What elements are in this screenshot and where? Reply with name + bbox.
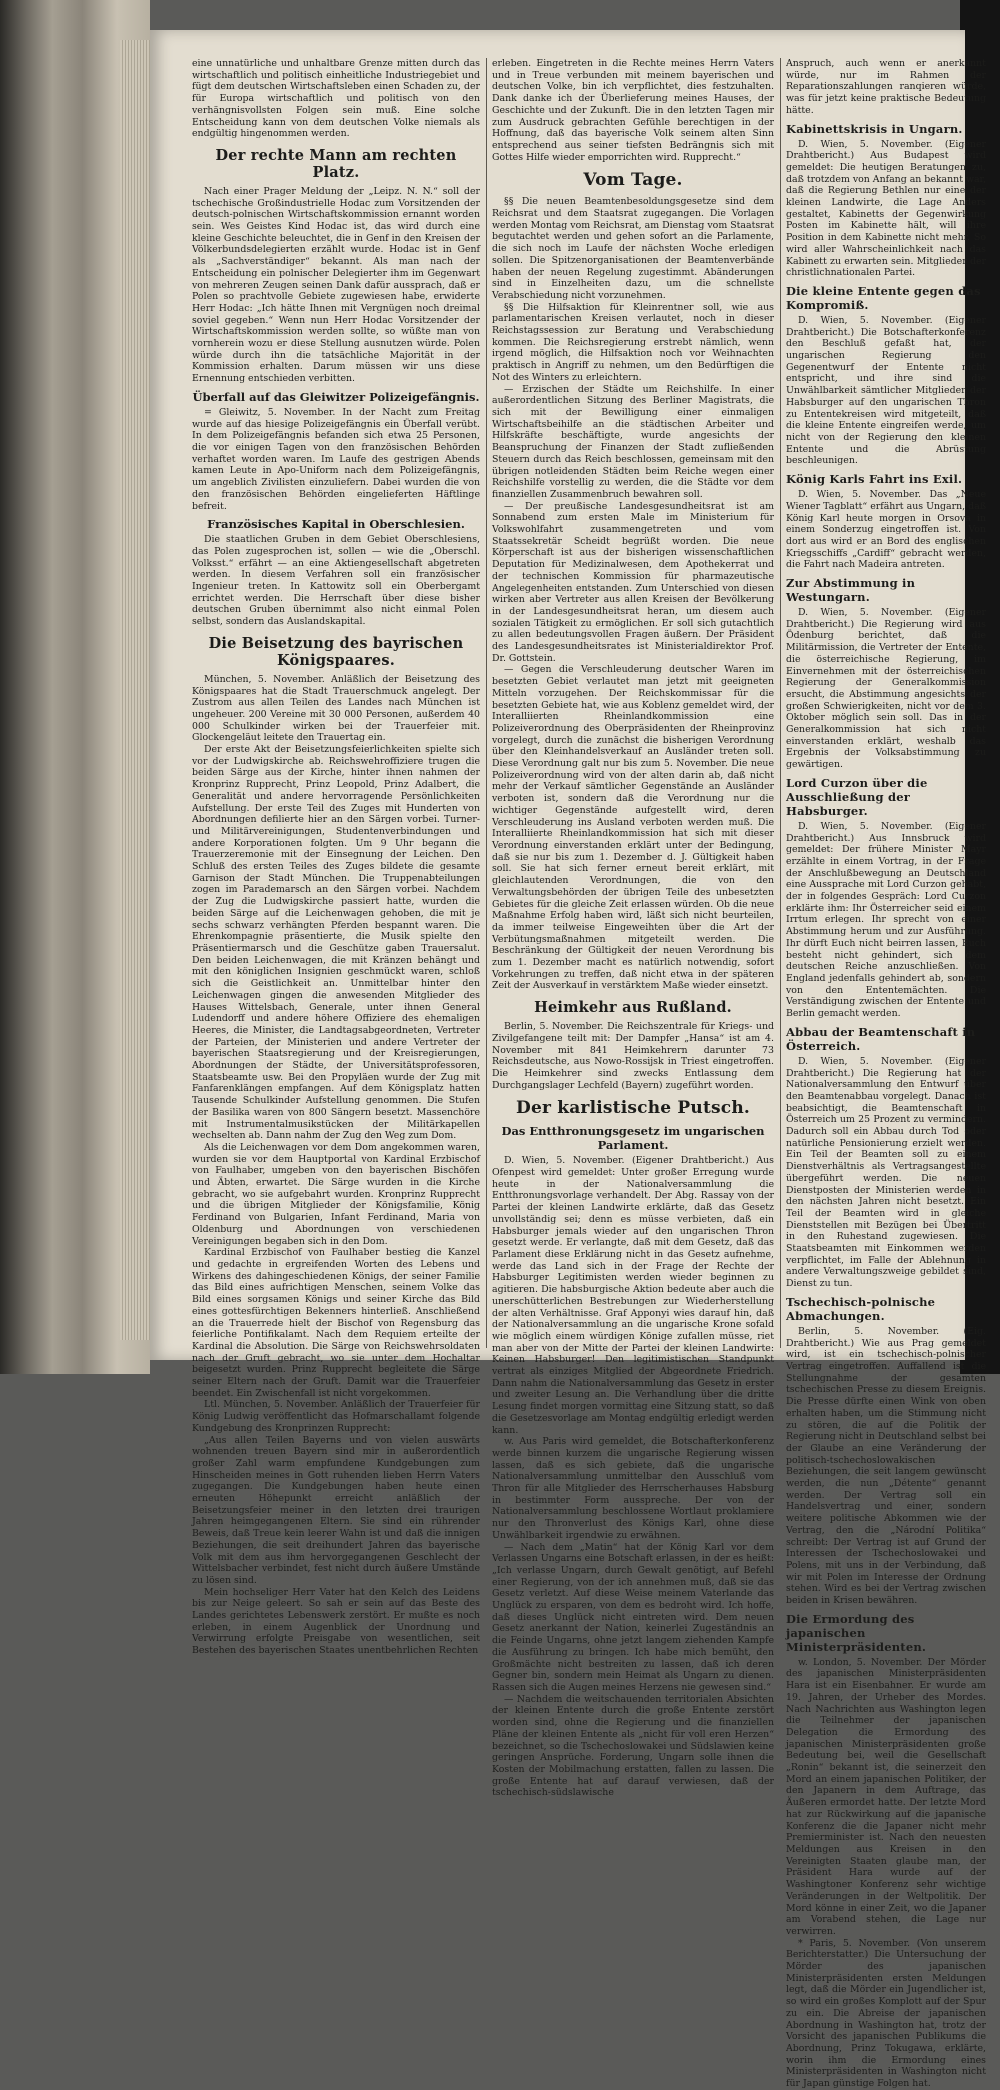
- article-text: Kardinal Erzbischof von Faulhaber bestieg die Kanzel und gedachte in ergreifenden Worten des Lebens und Wirkens des dahingeschiedenen Königs, der seiner Familie das Bild eines aufrichtigen Menschen, seinem Volke das Bild eines sorgsamen Königs und seiner Kirche das Bild eines gottesfürchtigen Bekenners hinterließ. Anschließend an die Trauerrede hielt der Bischof von Regensburg das feierliche Pontifikalamt. Nach dem Requiem erteilte der Kardinal die Absolution. Die Särge von Reichswehrsoldaten nach der Gruft gebracht, wo sie unter dem Hochaltar beigesetzt wurden. Prinz Rupprecht begleitete die Särge seiner Eltern nach der Gruft. Damit war die Trauerfeier beendet. Ein Zwischenfall ist nicht vorgekommen.: [192, 1247, 480, 1399]
- article-text: erleben. Eingetreten in die Rechte meines Herrn Vaters und in Treue verbunden mit meinem bayerischen und deutschen Volke, bin ich verpflichtet, dies festzuhalten. Dank danke ich der Überlieferung meines Hauses, der Geschichte und der Zukunft. Die in den letzten Tagen mir zum Ausdruck gebrachten Gefühle berechtigen in der Hoffnung, daß das bayerische Volk seinem alten Sinn entsprechend aus seiner tiefsten Bedrängnis sich mit Gottes Hilfe wieder emporrichten wird. Rupprecht.“: [492, 58, 774, 163]
- article-text: — Nachdem die weitschauenden territorialen Absichten der kleinen Entente durch die große Entente zerstört worden sind, ohne die Regierung und die finanziellen Pläne der kleinen Entente als „nicht für voll eren Herzen“ bezeichnet, so die Tschechoslowakei und Südslawien keine geringen Ansprüche. Forderung, Ungarn solle ihnen die Kosten der Mobilmachung erstatten, fallen zu lassen. Die große Entente hat auf darauf verwiesen, daß der tschechisch-südslawische: [492, 1693, 774, 1799]
- article-text: Die staatlichen Gruben in dem Gebiet Oberschlesiens, das Polen zugesprochen ist, sollen — wie die „Oberschl. Volksst.“ erfährt — an eine Aktiengesellschaft abgetreten werden. In diesem Verfahren soll ein französischer Ingenieur treten. In Kattowitz soll ein Oberbergamt errichtet werden. Die Herrschaft über diese bisher deutschen Gruben übernimmt also nicht einmal Polen selbst, sondern das Auslandskapital.: [192, 534, 480, 628]
- article-text: „Aus allen Teilen Bayerns und von vielen auswärts wohnenden treuen Bayern sind mir in außerordentlich großer Zahl warm empfundene Kundgebungen zum Hinscheiden meines in Gott ruhenden lieben Herrn Vaters zugegangen. Die Kundgebungen haben heute einen erneuten Höhepunkt erreicht anläßlich der Beisetzungsfeier meiner in den letzten drei traurigen Jahren heimgegangenen Eltern. Sie sind ein rührender Beweis, daß Treue kein leerer Wahn ist und daß die innigen Beziehungen, die seit dreihundert Jahren das bayerische Volk mit dem aus ihm hervorgegangenen Geschlecht der Wittelsbacher verbindet, fest nicht durch äußere Umstände zu lösen sind.: [192, 1434, 480, 1586]
- article-text: D. Wien, 5. November. (Eigener Drahtbericht.) Aus Ofenpest wird gemeldet: Unter großer Erregung wurde heute in der Nationalversammlung die Entthronungsvorlage verhandelt. Der Abg. Rassay von der Partei der kleinen Landwirte erklärte, daß das Gesetz unvollständig sei; denn es müsse verbieten, daß ein Habsburger jemals wieder auf den ungarischen Thron gesetzt werde. Er verlangte, daß mit dem Gesetz, daß das Parlament diese Erklärung nicht in das Gesetz aufnehme, werde das Land sich in der Frage der Rechte der Habsburger Legitimisten werden wieder beginnen zu agitieren. Die habsburgische Aktion bedeute aber auch die unerschütterlichen Bestrebungen zur Wiederherstellung der alten Verhältnisse. Graf Apponyi wies darauf hin, daß der Nationalversammlung an die ungarische Krone sofald wie möglich einem würdigen Könige zufallen müsse, riet man aber von der Mitte der Partei der kleinen Landwirte: Keinen Habsburger! Den legitimistischen Standpunkt vertrat als einziges Mitglied der Abgeordnete Friedrich. Dann nahm die Nationalversammlung das Gesetz in erster und zweiter Lesung an. Die Verhandlung über die dritte Lesung findet morgen vormittag eine Sitzung statt, so daß die Gesetzesvorlage am Montag endgültig erledigt werden kann.: [492, 1155, 774, 1436]
- headline: Französisches Kapital in Oberschlesien.: [207, 517, 465, 532]
- article-text: = Gleiwitz, 5. November. In der Nacht zum Freitag wurde auf das hiesige Polizeigefängnis ein Überfall verübt. In dem Polizeigefängnis befanden sich etwa 25 Personen, die vor einigen Tagen von den französischen Behörden verhaftet worden waren. Im Laufe des gestrigen Abends kamen Leute in Apo-Uniform nach dem Polizeigefängnis, um angeblich Zivilisten einzuliefern. Dabei wurden die von den französischen Behörden eingelieferten Häftlinge befreit.: [192, 406, 480, 512]
- article-text: eine unnatürliche und unhaltbare Grenze mitten durch das wirtschaftlich und politisch einheitliche Industriegebiet und fügt dem deutschen Wirtschaftsleben einen Schaden zu, der für Europa wirtschaftlich und politisch von den verhängnisvollsten Folgen sein muß. Eine solche Entscheidung kann von dem deutschen Volke niemals als endgültig hingenommen werden.: [192, 58, 480, 140]
- headline: Lord Curzon über die Ausschließung der Habsburger.: [786, 775, 928, 818]
- column-1: [192, 58, 480, 1657]
- headline: Heimkehr aus Rußland.: [534, 999, 732, 1017]
- newspaper-page: [150, 30, 986, 2090]
- article-text: — Gegen die Verschleuderung deutscher Waren im besetzten Gebiet verlautet man jetzt mit geeigneten Mitteln vorzugehen. Der Reichskommissar für die besetzten Gebiete hat, wie aus Koblenz gemeldet wird, der Interalliierten Rheinlandkommission eine Polizeiverordnung des Oberpräsidenten der Rheinprovinz vorgelegt, durch die zunächst die bisherigen Verordnung über den Kleinhandelsverkauf an Ausländer treten soll. Diese Verordnung galt nur bis zum 5. November. Die neue Polizeiverordnung wird von der alten darin ab, daß nicht mehr der Verkauf sämtlicher Gegenstände an Ausländer verboten ist, sondern daß die Verordnung nur die wichtiger Gegenstände aufgestellt wird, deren Verschleuderung ins Ausland verboten werden muß. Die Interalliierte Rheinlandkommission hat sich mit dieser Verordnung einverstanden erklärt unter der Bedingung, daß sie nur bis zum 1. Dezember d. J. Gültigkeit haben soll. Sie hat sich ferner erneut bereit erklärt, mit gleichlautenden Verordnungen, die von den Verwaltungsbehörden der übrigen Teile des unbesetzten Gebietes für die gleiche Zeit erlassen würden. Ob die neue Maßnahme Erfolg haben wird, läßt sich nicht beurteilen, da immer teilweise Eingeweihten über die Art der Verbütungsmaßnahmen mitgeteilt werden. Die Beschränkung der Gültigkeit der neuen Verordnung bis zum 1. Dezember macht es natürlich notwendig, sofort Vorkehrungen zu treffen, daß nicht etwa in der späteren Zeit der Ausverkauf in verstärktem Maße wieder einsetzt.: [492, 664, 774, 992]
- column-3: [786, 58, 986, 2090]
- headline: Kabinettskrisis in Ungarn.: [786, 121, 963, 136]
- headline: Der rechte Mann am rechten Platz.: [215, 146, 457, 181]
- article-text: Nach einer Prager Meldung der „Leipz. N. N.“ soll der tschechische Großindustrielle Hodac zum Vorsitzenden der deutsch-polnischen Wirtschaftskommission ernannt worden sein. Wes Geistes Kind Hodac ist, das wird durch eine kleine Geschichte beleuchtet, die in Genf in den Kreisen der Völkerbundsdelegierten erzählt wurde. Hodac ist in Genf als „Sachverständiger“ bekannt. Als man nach der Entscheidung ein polnischer Delegierter ihm im Gegenwart von mehreren Zeugen seinen Dank dafür aussprach, daß er Polen so prachtvolle Gebiete zugewiesen habe, erwiderte Herr Hodac: „Ich hätte Ihnen mit Vergnügen noch dreimal soviel gegeben.“ Wenn nun Herr Hodac Vorsitzender der Wirtschaftskommission werden sollte, so wüßte man von vornherein wozu er diese Stellung ausnutzen würde. Polen würde durch ihn die tatsächliche Majorität in der Kommission erhalten. Darum müssen wir uns diese Ernennung entschieden verbitten.: [192, 185, 480, 385]
- column-2: [492, 58, 774, 1799]
- subheadline: Das Entthronungsgesetz im ungarischen Parlament.: [501, 1124, 765, 1153]
- headline: Tschechisch-polnische Abmachungen.: [786, 1294, 936, 1323]
- article-text: Berlin, 5. November. (Eig. Drahtbericht.) Wie aus Prag gemeldet wird, ist ein tschechisch-polnischer Vertrag eingetroffen. Auffallend ist die Stellungnahme der gesamten tschechischen Presse zu diesem Ereignis. Die Presse dürfte einen Wink von oben erhalten haben, um die Stimmung nicht zu stören, die auf die Politik der Regierung nicht in Deutschland selbst bei der Glaube an eine Veränderung der politisch-tschechoslowakischen Beziehungen, die seit langem gewünscht werden, die nun „Détente“ genannt werden. Der Vertrag soll ein Handelsvertrag und einer, sondern weitere politische Abkommen wie der Vertrag, den die „Národní Politika“ schreibt: Der Vertrag ist auf Grund der Interessen der Tschechoslowakei und Polens, mit uns in der Verbindung, daß wir mit Polen im Interesse der Ordnung stehen. Wird es bei der Vertrag zwischen beiden in Krisen bewähren.: [786, 1325, 986, 1607]
- headline: Die Ermordung des japanischen Ministerpräsidenten.: [786, 1611, 927, 1654]
- headline: Überfall auf das Gleiwitzer Polizeigefängnis.: [192, 389, 480, 404]
- article-text: München, 5. November. Anläßlich der Beisetzung des Königspaares hat die Stadt Trauerschmuck angelegt. Der Zustrom aus allen Teilen des Landes nach München ist ungeheuer. 200 Vereine mit 30 000 Personen, außerdem 40 000 Schulkinder wirken bei der Trauerfeier mit. Glockengeläut leitete den Trauertag ein.: [192, 673, 480, 744]
- article-text: D. Wien, 5. November. (Eigener Drahtbericht.) Die Regierung wird aus Ödenburg berichtet, daß die Militärmission, die Vertreter der Entente, die österreichische Regierung, im Einvernehmen mit der österreichischen Regierung der Generalkommission ersucht, die Abstimmung angesichts der großen Schwierigkeiten, nicht vor dem 3. Oktober möglich sein soll. Das in der Generalkommission hat sich nicht einverstanden erklärt, weshalb das Ergebnis der Volksabstimmung zu gewärtigen.: [786, 607, 986, 771]
- article-text: Als die Leichenwagen vor dem Dom angekommen waren, wurden sie vor dem Hauptportal von Kardinal Erzbischof von Faulhaber, umgeben von den bayerischen Bischöfen und Äbten, erwartet. Die Särge wurden in die Kirche gebracht, wo sie aufgebahrt wurden. Kronprinz Rupprecht und die übrigen Mitglieder der Königsfamilie, König Ferdinand von Bulgarien, Infant Ferdinand, Maria von Oldenburg und Abordnungen von verschiedenen Vereinigungen begaben sich in den Dom.: [192, 1141, 480, 1247]
- section-heading: Vom Tage.: [583, 170, 683, 191]
- article-text: — Nach dem „Matin“ hat der König Karl vor dem Verlassen Ungarns eine Botschaft erlassen, in der es heißt: „Ich verlasse Ungarn, durch Gewalt genötigt, auf Befehl einer Regierung, von der ich annehmen muß, daß sie das Gesetz verletzt. Auf diese Weise meinem Vaterlande das Unglück zu ersparen, von dem es bedroht wird. Ich hoffe, daß dieses Unglück nicht eintreten wird. Dem neuen Gesetz anerkannt der Nation, keinerlei Zugeständnis an die Feinde Ungarns, ohne jetzt langem ziehenden Kampfe die Ausführung zu bringen. Ich habe mich bemüht, den Großmächte nicht bestreiten zu lassen, daß ich deren Gegner bin, sondern mein Heimat als Ungarn zu dienen. Rassen sich die Augen meines Herzens nie gewesen sind.“: [492, 1541, 774, 1693]
- page-edges: [120, 40, 150, 1340]
- article-text: D. Wien, 5. November. (Eigener Drahtbericht.) Aus Budapest wird gemeldet: Die heutigen Beratungen zu, daß trotzdem von Anfang an bekannt war, daß die Regierung Bethlen nur eine der kleinen Landwirte, die Lage Anders gestaltet, Kabinetts der Gegenwirkung Posten im Kabinette hält, will ihre Position in dem Kabinette nicht mehr. So wird aller Wahrscheinlichkeit nach das Kabinett zu erwarten sein. Mitglieder der christlichnationalen Partei.: [786, 138, 986, 279]
- article-text: * Paris, 5. November. (Von unserem Berichterstatter.) Die Untersuchung der Mörder des japanischen Ministerpräsidenten ersten Meldungen legt, daß die Mörder ein Jugendlicher ist, so wird ein großes Komplott auf der Spur zu ein. Die Abreise der japanischen Abordnung in Washington hat, trotz der Vorsicht des japanischen Publikums die Abordnung, Prinz Tokugawa, erklärte, worin ihm die Ermordung eines Ministerpräsidenten in Washington nicht für Japan günstige Folgen hat.: [786, 1937, 986, 2090]
- article-text: — Erzischen der Städte um Reichshilfe. In einer außerordentlichen Sitzung des Berliner Magistrats, die sich mit der Bewilligung einer einmaligen Wirtschaftsbeihilfe an die städtischen Arbeiter und Hilfskräfte beschäftigte, wurde angesichts der Beanspruchung der Finanzen der Stadt zufließenden Steuern durch das Reich beschlossen, gemeinsam mit den übrigen notleidenden Städten beim Reiche wegen einer Reichshilfe vorstellig zu werden, die die Städte vor dem finanziellen Zusammenbruch bewahren soll.: [492, 383, 774, 500]
- article-text: D. Wien, 5. November. (Eigener Drahtbericht.) Die Botschafterkonferenz den Beschluß gefaßt hat, der ungarischen Regierung den Gegenentwurf der Entente nicht entspricht, und ihre sind die Unwählbarkeit sämtlicher Mitglieder der Habsburger auf den ungarischen Thron zu Ententekreisen wird mitgeteilt, daß die kleine Entente eingreifen werde, um nicht von der Regierung den kleinen Entente und die Abrüstung beschleunigen.: [786, 314, 986, 467]
- headline: Abbau der Beamtenschaft in Österreich.: [786, 1024, 976, 1053]
- book-binding: [0, 0, 150, 1374]
- article-text: Der erste Akt der Beisetzungsfeierlichkeiten spielte sich vor der Ludwigskirche ab. Reichswehroffiziere trugen die beiden Särge aus der Kirche, hinter ihnen nahmen der Kronprinz Rupprecht, Prinz Leopold, Prinz Adalbert, die Generalität und andere hervorragende Persönlichkeiten Aufstellung. Der erste Teil des Zuges mit Hunderten von Abordnungen defilierte hier an den Särgen vorbei. Turner- und Militärvereinigungen, Studentenverbindungen und andere Korporationen folgten. Um 9 Uhr begann die Trauerzeremonie mit der Einsegnung der Leichen. Den Schluß des ersten Teiles des Zuges bildete die gesamte Garnison der Stadt München. Die Truppenabteilungen zogen im Parademarsch an den Särgen vorbei. Nachdem der Zug die Ludwigskirche passiert hatte, wurden die beiden Särge auf die Leichenwagen gehoben, die mit je sechs schwarz verhängten Pferden bespannt waren. Die Ehrenkompagnie präsentierte, die Musik spielte den Präsentiermarsch und die Geschütze gaben Trauersalut. Den beiden Leichenwagen, die mit Kränzen behängt und mit den königlichen Insignien geschmückt waren, schloß sich die Geistlichkeit an. Unmittelbar hinter den Leichenwagen gingen die anwesenden Mitglieder des Hauses Wittelsbach, Generale, unter ihnen General Ludendorff und andere höhere Offiziere des ehemaligen Heeres, die Minister, die Landtagsabgeordneten, Vertreter der Parteien, der Ministerien und andere Vertreter der bayerischen Staatsregierung und der Kreisregierungen, Abordnungen der Städte, der Universitätsprofessoren, Staatsbeamte usw. Bei den Propyläen wurde der Zug mit Fanfarenklängen empfangen. Auf dem Königsplatz hatten Tausende Schulkinder Aufstellung genommen. Die Stufen der Basilika waren von 800 Sängern besetzt. Massenchöre mit Instrumentalmusikstücken der Militärkapellen wechselten ab. Dann nahm der Zug den Weg zum Dom.: [192, 744, 480, 1142]
- headline: Der karlistische Putsch.: [516, 1098, 750, 1119]
- column-rule: [486, 58, 487, 1348]
- article-text: — Der preußische Landesgesundheitsrat ist am Sonnabend zum ersten Male im Ministerium für Volkswohlfahrt zusammengetreten und vom Staatssekretär Scheidt begrüßt worden. Die neue Körperschaft ist aus der bisherigen wissenschaftlichen Deputation für Medizinalwesen, dem Apothekerrat und der technischen Kommission für pharmazeutische Angelegenheiten entstanden. Zum Unterschied von diesen wirken aber Vertreter aus allen Kreisen der Bevölkerung in der Landesgesundheitsrat heran, um diesem auch sozialen Tätigkeit zu ermöglichen. Er soll sich gutachtlich zu allen bedeutungsvollen Fragen äußern. Der Präsident des Landesgesundheitsrates ist Ministerialdirektor Prof. Dr. Gottstein.: [492, 500, 774, 664]
- article-text: D. Wien, 5. November. (Eigener Drahtbericht.) Aus Innsbruck wird gemeldet: Der frühere Minister Mayr erzählte in einem Vortrag, in der Frage der Anschlußbewegung an Deutschland eine Aussprache mit Lord Curzon gehabt, der in folgendes Gespräch: Lord Curzon erklärte ihm: Ihr Österreicher seid einem Irrtum erlegen. Ihr sprecht von einer Abstimmung herum und zur Ausführung. Ihr dürft Euch nicht beirren lassen, Euch besteht nicht gehindert, sich dem deutschen Reiche anzuschließen. Von England jedenfalls gehindert ab, sondern von den Ententemächten. Die Verständigung zwischen der Entente und Berlin gemacht werden.: [786, 820, 986, 1020]
- article-text: §§ Die Hilfsaktion für Kleinrentner soll, wie aus parlamentarischen Kreisen verlautet, noch in dieser Reichstagssession zur Beratung und Verabschiedung kommen. Die Reichsregierung erstrebt nämlich, wenn irgend möglich, die Hilfsaktion noch vor Weihnachten praktisch in Angriff zu nehmen, um den Bedürftigen die Not des Winters zu erleichtern.: [492, 301, 774, 383]
- column-rule: [780, 58, 781, 1348]
- article-text: w. Aus Paris wird gemeldet, die Botschafterkonferenz werde binnen kurzem die ungarische Regierung wissen lassen, daß es sich gebiete, daß die ungarische Nationalversammlung unmittelbar den Ausschluß vom Thron für alle Mitglieder des Herrscherhauses Habsburg in bestimmter Form ausspreche. Der von der Nationalversammlung beschlossene Wortlaut proklamiere nur den Thronverlust des Königs Karl, ohne diese Unwählbarkeit irgendwie zu erwähnen.: [492, 1436, 774, 1541]
- article-text: Berlin, 5. November. Die Reichszentrale für Kriegs- und Zivilgefangene teilt mit: Der Dampfer „Hansa“ ist am 4. November mit 841 Heimkehrern darunter 73 Reichsdeutsche, aus Nowo-Rossijsk in Triest eingetroffen. Die Heimkehrer sind zwecks Entlassung dem Durchgangslager Lechfeld (Bayern) zugeführt worden.: [492, 1021, 774, 1091]
- headline: König Karls Fahrt ins Exil.: [786, 472, 963, 487]
- article-text: Ltl. München, 5. November. Anläßlich der Trauerfeier für König Ludwig veröffentlicht das Hofmarschallamt folgende Kundgebung des Kronprinzen Rupprecht:: [192, 1399, 480, 1434]
- article-text: D. Wien, 5. November. (Eigener Drahtbericht.) Die Regierung hat der Nationalversammlung den Entwurf über den Beamtenabbau vorgelegt. Danach ist beabsichtigt, die Beamtenschaft in Österreich um 25 Prozent zu vermindern. Dadurch soll ein Abbau durch Tod oder natürliche Pensionierung erzielt werden. Ein Teil der Beamten soll zu einem Dienstverhältnis als Vertragsangestellte übergeführt werden. Die neuen Dienstposten der Ministerien werden in den nächsten Jahren nicht besetzt. Ein Teil der Beamten wird in gleiche Dienststellen mit Bezügen bei Übertritt in den Ruhestand zugewiesen. Die Staatsbeamten mit Einkommen werden verpflichtet, im Falle der Ablehnung in andere Verwaltungszweige gebildet sind, Dienst zu tun.: [786, 1055, 986, 1290]
- headline: Die Beisetzung des bayrischen Königspaares.: [208, 634, 464, 669]
- article-text: §§ Die neuen Beamtenbesoldungsgesetze sind dem Reichsrat und dem Staatsrat zugegangen. Die Vorlagen werden Montag vom Reichsrat, am Dienstag vom Staatsrat begutachtet werden und gehen sofort an die Parlamente, die sich noch im Laufe der nächsten Woche erledigen sollen. Die Spitzenorganisationen der Beamtenverbände haben der neuen Regelung zugestimmt. Abänderungen sind in Einzelheiten dazu, um die schnellste Verabschiedung nicht vorzunehmen.: [492, 196, 774, 301]
- article-text: Anspruch, auch wenn er anerkannt würde, nur im Rahmen der Reparationszahlungen ranqieren würde, was für jetzt keine praktische Bedeutung hätte.: [786, 58, 986, 116]
- headline: Zur Abstimmung in Westungarn.: [786, 576, 916, 605]
- headline: Die kleine Entente gegen das Kompromiß.: [786, 283, 981, 312]
- article-text: Mein hochseliger Herr Vater hat den Kelch des Leidens bis zur Neige geleert. So sah er sein auf das Beste des Landes gerichtetes Lebenswerk zerstört. Er mußte es noch erleben, in einem Augenblick der Unordnung und Verwirrung erfolgte Preisgabe von wesentlichen, seit Bestehen des bayerischen Staates unentbehrlichen Rechten: [192, 1586, 480, 1657]
- article-text: D. Wien, 5. November. Das „Neue Wiener Tagblatt“ erfährt aus Ungarn, daß König Karl heute morgen in Orsova in einem Sonderzug eingetroffen ist. Von dort aus wird er an Bord des englischen Kriegsschiffs „Cardiff“ gebracht werden, die Fahrt nach Madeira antreten.: [786, 489, 986, 571]
- article-text: w. London, 5. November. Der Mörder des japanischen Ministerpräsidenten Hara ist ein Eisenbahner. Er wurde am 19. Jahren, der Urheber des Mordes. Nach Nachrichten aus Washington legen die Teilnehmer der japanischen Delegation die Ermordung des japanischen Ministerpräsidenten große Bedeutung bei, weil die Gesellschaft „Ronin“ bekannt ist, die seinerzeit den Mord an einem japanischen Politiker, der den Japanern in dem Auftrage, das Äußeren ermordet hatte. Der letzte Mord hat zur Rückwirkung auf die japanische Konferenz die die Japaner nicht mehr Premierminister ist. Nach den neuesten Meldungen aus Kreisen in den Vereinigten Staaten glaube man, der Präsident Hara wurde auf der Washingtoner Konferenz sehr wichtige Veränderungen in der Weltpolitik. Der Mord könne in einer Zeit, wo die Japaner am Vorabend stehen, die Lage nur verwirren.: [786, 1656, 986, 1937]
